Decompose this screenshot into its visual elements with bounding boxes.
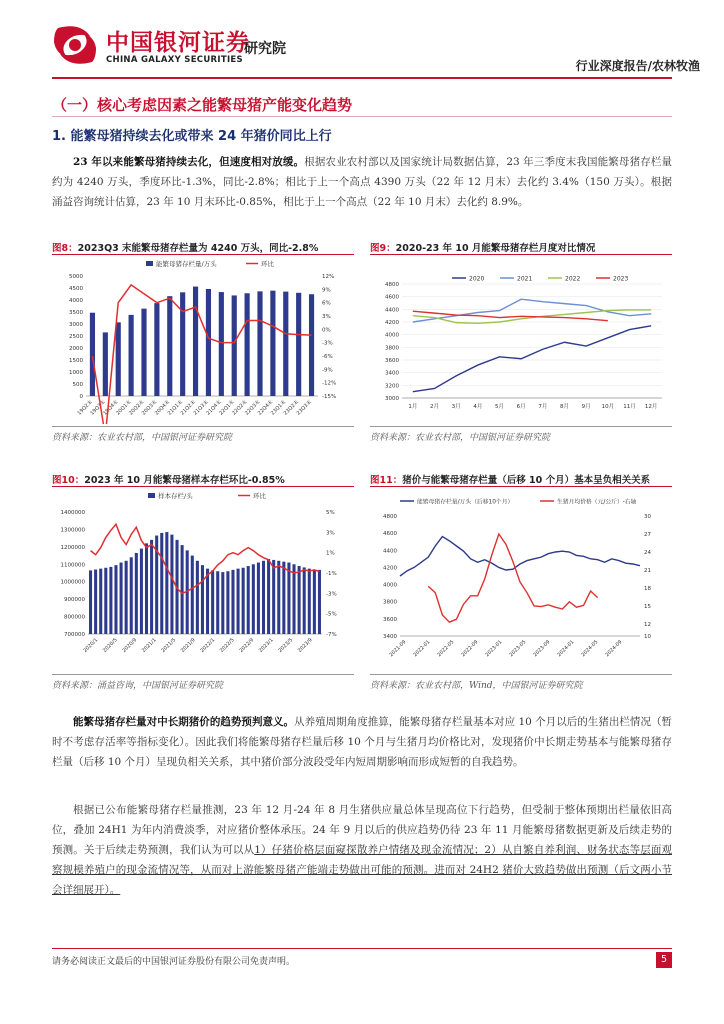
fig10-legend-bar-label: 样本存栏/头 (158, 492, 193, 500)
fig8-y-left-tick: 4500 (69, 286, 83, 292)
fig8-x-tick: 20Q4末 (153, 399, 172, 417)
fig9-source: 资料来源：农业农村部，中国银河证券研究院 (370, 433, 551, 443)
fig8-bar (232, 295, 237, 396)
fig8-y-right-tick: 3% (322, 314, 331, 320)
fig10-bar (140, 549, 143, 634)
fig9-series-line (413, 326, 651, 392)
fig10-y-left-tick: 1000000 (60, 579, 85, 586)
fig8-x-tick: 22Q3末 (244, 399, 262, 417)
fig11-bottom-rule (370, 674, 672, 675)
fig11-y-right-tick: 21 (644, 568, 651, 574)
fig9-x-tick: 2月 (430, 404, 439, 410)
fig8-bar (167, 296, 172, 396)
fig8-y-left-tick: 0 (79, 394, 83, 400)
fig11-y-right-tick: 24 (644, 550, 651, 556)
fig11-sow-line (400, 537, 640, 576)
fig8-legend-bar-label: 能繁母猪存栏量/万头 (156, 260, 217, 268)
fig8-bar (206, 289, 211, 396)
fig10-x-tick: 2020/9 (121, 637, 139, 654)
fig8-y-right-tick: -12% (322, 380, 337, 387)
fig10-y-left-tick: 900000 (64, 597, 85, 604)
paragraph-1-body: 根据农业农村部以及国家统计局数据估算，23 年三季度末我国能繁母猪存栏量约为 4240 万头，季度环比-1.3%，同比-2.8%；相比于上一个高点 4390 万头（22 年 12 月末）去化约 3.4%（150 万头）。根据涌益咨询统计估算，23 年 10 月末环比-0.85%，相比于上一个高点（22 年 10 月末）去化约 8.9%。 (52, 156, 672, 208)
fig11-x-tick: 2021-09 (388, 639, 408, 659)
paragraph-3 (52, 800, 672, 900)
fig9-top-rule (370, 254, 672, 255)
fig9-legend-label: 2022 (565, 275, 581, 283)
fig8-x-tick: 22Q4末 (256, 399, 275, 417)
fig11-y-right-tick: 10 (644, 634, 651, 640)
page-number: 5 (656, 952, 672, 968)
fig8-x-tick: 21Q4末 (205, 399, 223, 417)
logo-english-name: CHINA GALAXY SECURITIES (106, 55, 243, 65)
fig8-chart (52, 256, 354, 424)
fig10-bar (109, 567, 112, 634)
fig8-y-right-tick: 9% (322, 287, 331, 294)
fig10-bar (303, 567, 306, 634)
section-divider (52, 116, 672, 117)
fig8-x-tick: 21Q1末 (166, 399, 185, 417)
fig9-x-tick: 1月 (408, 404, 418, 410)
fig10-top-rule (52, 486, 354, 487)
fig8-y-right-tick: -3% (322, 340, 333, 347)
fig11-x-tick: 2023-05 (508, 639, 528, 659)
fig8-bar (141, 309, 146, 396)
fig8-x-tick: 19Q3末 (89, 399, 107, 417)
institute-name: 研究院 (244, 41, 286, 57)
fig10-bar (237, 569, 240, 634)
fig8-bar (103, 332, 108, 396)
fig11-y-right-tick: 15 (644, 604, 651, 610)
fig10-bar (150, 540, 153, 634)
fig9-x-tick: 5月 (495, 404, 504, 410)
fig9-y-tick: 3000 (385, 396, 399, 402)
fig8-y-left-tick: 1000 (69, 370, 83, 376)
fig9-label: 图9： (370, 243, 396, 254)
fig9-legend-label: 2020 (469, 275, 485, 283)
fig10-bar (125, 561, 128, 634)
paragraph-3-body: 根据已公布能繁母猪存栏量推测，23 年 12 月-24 年 8 月生猪供应量总体呈现高位下行趋势，但受制于整体预期出栏量依旧高位，叠加 24H1 为年内消费淡季，对应猪价整体承压。24 年 9 月以后的供应趋势仍待 23 年 11 月能繁母猪数据更新及后续走势的预测。关于后续走势预测，我们认为可以从 (52, 804, 672, 856)
fig9-y-tick: 4200 (385, 320, 399, 326)
fig10-bar (130, 557, 133, 634)
fig10-x-tick: 2021/9 (179, 637, 197, 654)
page-header (0, 0, 724, 84)
fig8-bar (309, 294, 314, 396)
fig8-y-right-tick: 0% (322, 327, 331, 334)
fig8-bar (219, 292, 224, 396)
fig8-y-left-tick: 2500 (69, 334, 83, 340)
fig10-bar (160, 533, 163, 634)
sub-title: 1. 能繁母猪持续去化或带来 24 年猪价同比上行 (52, 129, 332, 144)
fig10-y-left-tick: 800000 (64, 614, 85, 621)
fig10-bar (287, 563, 290, 634)
fig10-bar (221, 572, 224, 634)
fig8-bar (245, 293, 250, 396)
fig8-x-tick: 22Q1末 (218, 399, 236, 417)
fig8-bar (193, 287, 198, 396)
fig8-x-tick: 21Q2末 (179, 399, 197, 417)
fig10-y-right-tick: -3% (326, 591, 337, 598)
fig8-y-left-tick: 500 (72, 382, 83, 388)
fig10-bar (272, 560, 275, 634)
fig10-y-right-tick: -7% (326, 632, 337, 638)
fig9-x-tick: 4月 (473, 404, 483, 410)
fig11-y-right-tick: 18 (644, 586, 651, 592)
logo-chinese-name: 中国银河证券 (106, 30, 250, 56)
fig9-legend-label: 2023 (613, 275, 629, 283)
fig8-y-left-tick: 4000 (69, 298, 83, 304)
fig9-bottom-rule (370, 426, 672, 427)
paragraph-2-lead: 能繁母猪存栏量对中长期猪价的趋势预判意义。 (73, 716, 295, 728)
paragraph-2-body: 从养殖周期角度推算，能繁母猪存栏量基本对应 10 个月以后的生猪出栏情况（暂时不考虑存活率等指标变化）。因此我们将能繁母猪存栏量后移 10 个月与生猪月均价格比对，发现猪价中长期走势基本与能繁母猪存栏量（后移 10 个月）呈现负相关关系，其中猪价部分波段受年内短周期影响而形成短暂的自我趋势。 (52, 716, 672, 768)
fig8-bar (283, 292, 288, 396)
fig9-y-tick: 4800 (385, 282, 399, 288)
fig11-label: 图11： (370, 475, 403, 486)
fig10-x-tick: 2022/5 (218, 637, 236, 654)
fig11-x-tick: 2022-09 (460, 639, 480, 659)
fig9-x-tick: 8月 (560, 404, 569, 410)
fig10-bar (298, 566, 301, 634)
fig8-bar (154, 303, 159, 396)
fig10-y-left-tick: 1300000 (60, 527, 85, 534)
footer-divider (52, 948, 672, 949)
fig11-y-right-tick: 12 (644, 622, 651, 628)
fig9-y-tick: 3400 (385, 370, 399, 377)
fig10-x-tick: 2021/1 (140, 637, 158, 654)
fig11-y-right-tick: 27 (644, 532, 651, 538)
fig10-bar (252, 564, 255, 634)
footer-disclaimer: 请务必阅读正文最后的中国银河证券股份有限公司免责声明。 (52, 957, 296, 967)
fig9-y-tick: 3800 (385, 345, 399, 352)
fig10-bar (196, 561, 199, 634)
fig10-bar (145, 543, 148, 634)
fig10-bar (94, 570, 97, 634)
fig8-label: 图8： (52, 243, 78, 254)
fig10-bar (318, 570, 321, 634)
fig9-y-tick: 4000 (385, 332, 399, 339)
fig8-bar (270, 291, 275, 396)
fig8-legend-line-label: 环比 (261, 260, 274, 268)
paragraph-1-lead: 23 年以来能繁母猪持续去化，但速度相对放缓。 (73, 156, 305, 168)
fig8-bar (180, 292, 185, 396)
fig11-y-left-tick: 4600 (383, 531, 397, 538)
fig10-bar (247, 566, 250, 634)
header-divider (52, 77, 672, 79)
fig10-y-left-tick: 700000 (64, 632, 85, 638)
fig8-y-right-tick: -15% (322, 394, 337, 400)
fig10-y-right-tick: 5% (326, 510, 335, 516)
fig11-title-text: 猪价与能繁母猪存栏量（后移 10 个月）基本呈负相关关系 (402, 475, 651, 486)
fig10-label: 图10： (52, 475, 85, 486)
fig8-x-tick: 19Q4末 (102, 399, 120, 417)
fig9-x-tick: 6月 (516, 404, 526, 410)
fig8-y-right-tick: 6% (322, 300, 331, 307)
fig8-y-left-tick: 3500 (69, 310, 83, 316)
fig10-title-text: 2023 年 10 月能繁母猪样本存栏环比-0.85% (84, 475, 285, 486)
fig11-x-tick: 2022-05 (436, 639, 456, 659)
fig8-x-tick: 21Q3末 (192, 399, 210, 417)
fig8-x-tick: 19Q2末 (76, 399, 94, 417)
fig10-source: 资料来源：涌益咨询，中国银河证券研究院 (52, 681, 224, 691)
fig10-y-left-tick: 1400000 (60, 510, 85, 516)
fig9-x-tick: 9月 (581, 404, 591, 410)
fig8-y-left-tick: 1500 (69, 358, 83, 364)
fig10-bar (211, 570, 214, 634)
fig10-bar (191, 556, 194, 634)
fig10-y-right-tick: -5% (326, 611, 337, 618)
fig10-bar (201, 565, 204, 634)
fig10-bar (216, 571, 219, 634)
fig11-y-left-tick: 4400 (383, 548, 397, 555)
fig10-bar (292, 564, 295, 634)
fig11-x-tick: 2023-09 (532, 639, 552, 659)
fig8-x-tick: 23Q3末 (295, 399, 313, 417)
fig9-title-text: 2020-23 年 10 月能繁母猪存栏月度对比情况 (395, 243, 596, 254)
fig8-source: 资料来源：农业农村部，中国银河证券研究院 (52, 433, 233, 443)
fig10-bar (282, 562, 285, 634)
fig10-y-right-tick: 3% (326, 530, 335, 537)
fig11-x-tick: 2024-09 (604, 639, 624, 659)
fig10-bar (226, 571, 229, 634)
fig8-x-tick: 23Q1末 (269, 399, 288, 417)
fig9-x-tick: 3月 (451, 404, 461, 410)
fig10-bar (231, 570, 234, 634)
fig8-bar (257, 291, 262, 396)
fig11-x-tick: 2022-01 (412, 639, 432, 659)
fig10-x-tick: 2022/1 (199, 637, 217, 654)
fig9-title (370, 240, 595, 254)
fig10-bar (242, 568, 245, 634)
fig10-x-tick: 2021/5 (160, 637, 178, 654)
fig8-x-tick: 23Q2末 (282, 399, 301, 417)
galaxy-logo-icon (50, 22, 100, 68)
fig10-x-tick: 2023/9 (296, 637, 314, 654)
fig11-x-tick: 2023-01 (484, 639, 504, 659)
fig8-x-tick: 20Q3末 (140, 399, 159, 417)
fig11-y-right-tick: 30 (644, 514, 651, 520)
fig8-y-right-tick: -6% (322, 354, 333, 360)
fig10-bar (135, 553, 138, 634)
fig11-title (370, 472, 650, 486)
fig11-y-left-tick: 4800 (383, 514, 397, 520)
fig8-y-left-tick: 3000 (69, 322, 83, 328)
fig8-x-tick: 22Q2末 (231, 399, 249, 417)
fig8-top-rule (52, 254, 354, 255)
fig9-x-tick: 10月 (601, 404, 615, 410)
fig9-y-tick: 3600 (385, 358, 399, 364)
fig8-bar (129, 315, 134, 396)
fig10-bar (181, 545, 184, 634)
paragraph-2 (52, 712, 672, 772)
section-title: （一）核心考虑因素之能繁母猪产能变化趋势 (52, 96, 353, 114)
fig10-y-left-tick: 1100000 (60, 562, 85, 569)
fig10-bar (170, 535, 173, 634)
fig8-bar (296, 293, 301, 396)
fig9-y-tick: 3200 (385, 383, 399, 390)
fig11-top-rule (370, 486, 672, 487)
fig9-y-tick: 4400 (385, 307, 399, 314)
fig10-bar (104, 568, 107, 634)
fig11-y-left-tick: 3600 (383, 616, 397, 623)
fig10-bar (277, 561, 280, 634)
fig8-y-right-tick: 12% (322, 274, 335, 280)
fig8-x-tick: 20Q2末 (128, 399, 146, 417)
fig10-x-tick: 2020/1 (82, 637, 100, 654)
fig11-x-tick: 2024-01 (556, 639, 576, 659)
fig9-y-tick: 4600 (385, 294, 399, 301)
fig10-legend-line-label: 环比 (253, 492, 266, 500)
paragraph-3-underlined: 1）仔猪价格层面窥探散养户情绪及现金流情况；2）从自繁自养利润、财务状态等层面观察规模养殖户的现金流情况等，从而对上游能繁母猪产能端走势做出可能的预测。进而对 24H2 猪价大致趋势做出预测（后文两小节会详细展开）。 (52, 844, 673, 896)
fig11-y-left-tick: 3800 (383, 599, 397, 606)
fig10-y-right-tick: -1% (326, 571, 337, 577)
fig9-legend-label: 2021 (517, 275, 533, 283)
fig9-x-tick: 11月 (623, 404, 636, 410)
fig9-chart (370, 256, 672, 424)
report-type: 行业深度报告/农林牧渔 (575, 59, 700, 73)
fig10-bar (267, 559, 270, 634)
fig11-source: 资料来源：农业农村部，Wind，中国银河证券研究院 (370, 681, 583, 691)
fig10-bottom-rule (52, 674, 354, 675)
fig10-legend-bar-swatch (148, 493, 155, 498)
fig10-title (52, 472, 285, 486)
fig10-x-tick: 2022/9 (238, 637, 256, 654)
fig8-y-left-tick: 2000 (69, 346, 83, 352)
fig11-price-line (428, 534, 597, 622)
fig11-y-left-tick: 4000 (383, 582, 397, 589)
fig8-title-text: 2023Q3 末能繁母猪存栏量为 4240 万头，同比-2.8% (77, 243, 319, 254)
fig10-bar (120, 563, 123, 634)
fig8-legend-bar-swatch (146, 261, 153, 266)
fig10-bar (165, 532, 168, 634)
fig11-y-left-tick: 4200 (383, 565, 397, 572)
fig11-legend-right-label: 生猪月均价格（元/公斤）-右轴 (557, 499, 637, 506)
fig10-bar (99, 569, 102, 634)
fig11-legend-left-label: 能繁母猪存栏量/万头（后移10个月） (417, 499, 514, 506)
fig8-y-right-tick: -9% (322, 367, 333, 374)
fig9-x-tick: 12月 (644, 404, 658, 410)
fig10-bar (257, 563, 260, 634)
fig8-bar (90, 313, 95, 396)
fig10-chart (52, 488, 354, 672)
fig10-bar (206, 569, 209, 634)
fig10-bar (89, 570, 92, 634)
fig8-bar (116, 322, 121, 396)
fig10-x-tick: 2023/5 (277, 637, 295, 654)
fig10-bar (308, 569, 311, 634)
fig10-bar (262, 561, 265, 634)
fig10-y-left-tick: 1200000 (60, 544, 85, 551)
fig8-y-left-tick: 5000 (69, 274, 83, 280)
fig10-x-tick: 2023/1 (257, 637, 275, 654)
fig11-chart (370, 488, 672, 672)
fig8-title (52, 240, 318, 254)
fig8-bottom-rule (52, 426, 354, 427)
fig10-bar (313, 570, 316, 634)
fig9-x-tick: 7月 (538, 404, 548, 410)
fig8-x-tick: 20Q1末 (115, 399, 133, 417)
fig10-bar (114, 565, 117, 634)
fig11-x-tick: 2024-05 (580, 639, 600, 659)
fig10-x-tick: 2020/5 (101, 637, 119, 654)
fig10-y-right-tick: 1% (326, 550, 335, 557)
fig11-y-left-tick: 3400 (383, 634, 397, 640)
paragraph-1 (52, 152, 672, 212)
